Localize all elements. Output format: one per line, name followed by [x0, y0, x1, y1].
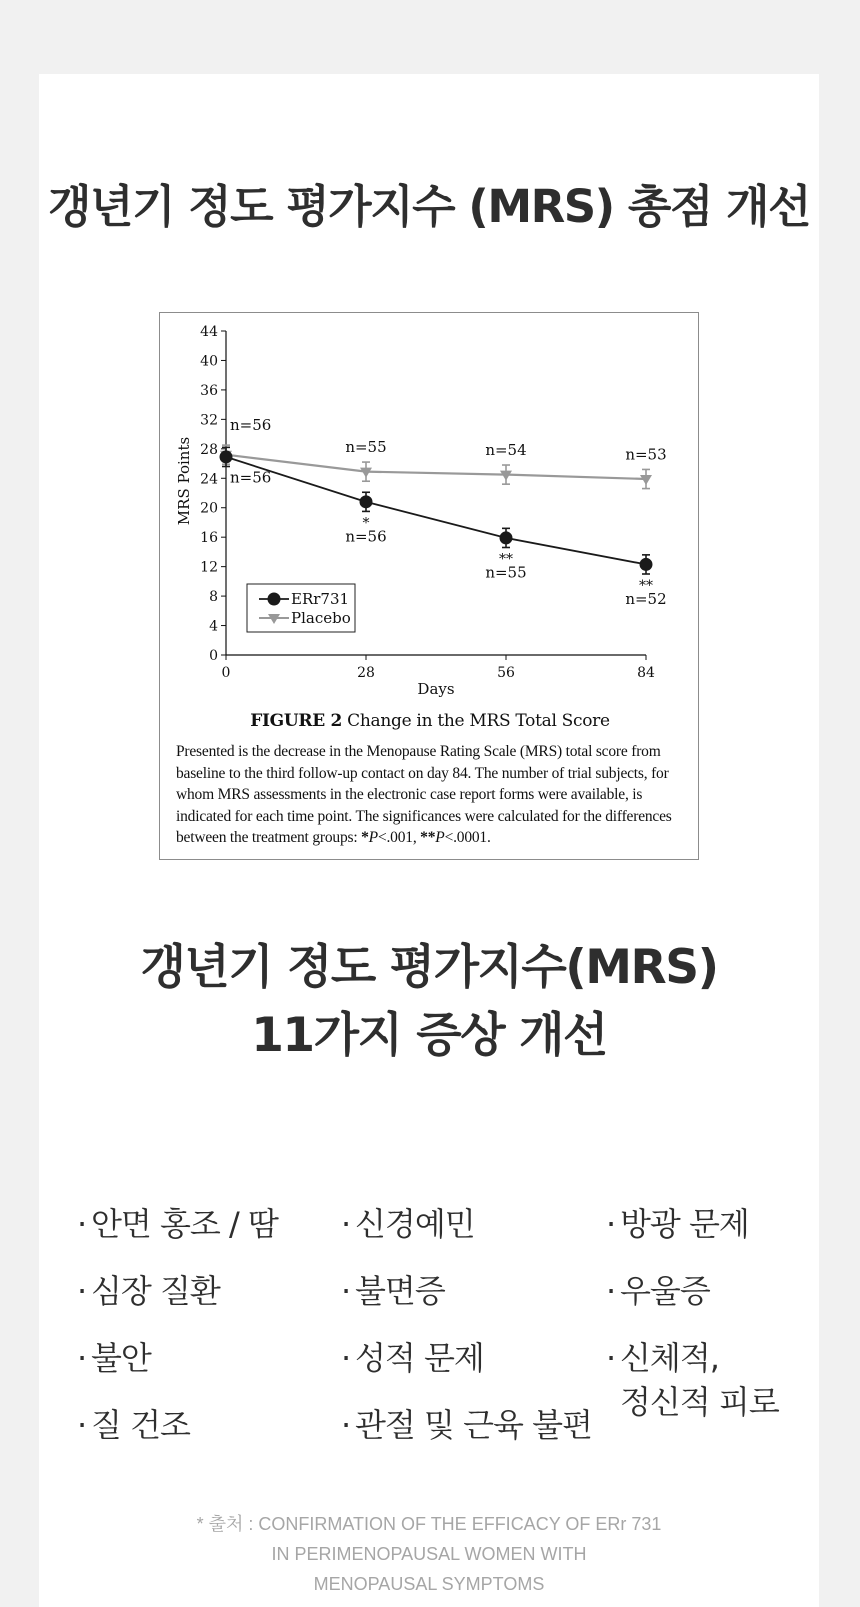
y-tick-label: 16 — [200, 530, 218, 547]
bullet: · — [77, 1205, 87, 1243]
err731-n-label: n=56 — [345, 527, 387, 546]
source-line1: * 출처 : CONFIRMATION OF THE EFFICACY OF ERr 731 — [196, 1514, 662, 1534]
y-tick-label: 4 — [209, 618, 218, 635]
symptom-label: 신체적, — [620, 1339, 719, 1377]
caption-sig2-star: ** — [420, 829, 436, 846]
symptom-item — [341, 1403, 592, 1447]
err731-point — [360, 495, 373, 508]
bullet: · — [341, 1406, 351, 1444]
figure-caption — [176, 741, 688, 849]
y-tick-label: 12 — [200, 559, 218, 576]
source-line3: MENOPAUSAL SYMPTOMS — [313, 1574, 545, 1594]
x-axis-label: Days — [417, 680, 455, 698]
caption-sig2-p: P — [435, 829, 445, 846]
mrs-total-title: 갱년기 정도 평가지수 (MRS) 총점 개선 — [48, 180, 810, 233]
figure-title-text: Change in the MRS Total Score — [347, 711, 610, 731]
y-tick-label: 28 — [200, 441, 218, 458]
symptom-label: 신경예민 — [355, 1205, 475, 1243]
err731-significance-mark: ** — [639, 578, 653, 594]
source-line2: IN PERIMENOPAUSAL WOMEN WITH — [271, 1544, 587, 1564]
source-citation — [39, 1509, 819, 1599]
symptom-item — [341, 1336, 484, 1380]
caption-main: Presented is the decrease in the Menopause Rating Scale (MRS) total score from baseline to the third follow-up contact on day 84. The number of trial subjects, for whom MRS assessments in the electronic case report forms were available, is indicated for each time point. The significances were calculated for the differences between the treatment groups: — [176, 743, 672, 846]
err731-point — [220, 450, 233, 463]
err731-n-label: n=55 — [485, 563, 527, 582]
y-tick-label: 0 — [209, 648, 218, 664]
bullet: · — [606, 1205, 616, 1243]
placebo-n-label: n=55 — [345, 438, 387, 457]
caption-sig1-star: * — [361, 829, 369, 846]
legend-placebo-label: Placebo — [291, 609, 351, 627]
placebo-series-line — [226, 455, 646, 479]
y-axis-label: MRS Points — [175, 436, 193, 526]
symptom-item — [77, 1403, 190, 1447]
err731-significance-mark: * — [362, 515, 370, 532]
y-tick-label: 8 — [209, 589, 218, 606]
caption-sig1-val: <.001, — [377, 829, 421, 846]
x-tick-label: 28 — [357, 665, 375, 681]
y-tick-label: 24 — [200, 471, 218, 488]
symptom-item — [341, 1202, 475, 1246]
placebo-n-label: n=56 — [230, 416, 272, 435]
bullet: · — [606, 1272, 616, 1310]
y-tick-label: 36 — [200, 382, 218, 399]
symptom-item — [606, 1202, 749, 1246]
symptom-label: 질 건조 — [91, 1406, 190, 1444]
symptoms-title — [39, 934, 819, 1070]
x-tick-label: 56 — [497, 665, 515, 681]
placebo-n-label: n=54 — [485, 441, 527, 460]
symptom-item — [77, 1269, 220, 1313]
content-card — [39, 74, 819, 1607]
symptom-label: 우울증 — [620, 1272, 710, 1310]
legend-err731-marker — [268, 593, 281, 606]
figure-label: FIGURE 2 — [250, 711, 343, 731]
err731-point — [640, 558, 653, 571]
symptom-label: 방광 문제 — [620, 1205, 749, 1243]
err731-point — [500, 531, 513, 544]
legend-err731-label: ERr731 — [291, 590, 350, 608]
mrs-line-chart — [160, 313, 700, 713]
symptom-item — [606, 1269, 710, 1313]
symptom-label: 안면 홍조 / 땀 — [91, 1205, 278, 1243]
bullet: · — [77, 1339, 87, 1377]
symptom-label: 심장 질환 — [91, 1272, 220, 1310]
err731-n-label: n=52 — [625, 590, 667, 608]
err731-n-label: n=56 — [230, 468, 272, 487]
bullet: · — [77, 1406, 87, 1444]
symptom-label: 성적 문제 — [355, 1339, 484, 1377]
x-tick-label: 84 — [637, 665, 655, 681]
symptom-item — [77, 1202, 278, 1246]
y-tick-label: 32 — [200, 412, 218, 429]
symptom-label: 불면증 — [355, 1272, 445, 1310]
symptom-label: 불안 — [91, 1339, 151, 1377]
x-tick-label: 0 — [221, 665, 231, 681]
placebo-point — [640, 475, 652, 485]
bullet: · — [341, 1205, 351, 1243]
symptom-item — [606, 1336, 779, 1424]
placebo-n-label: n=53 — [625, 445, 667, 464]
symptom-item — [341, 1269, 445, 1313]
symptom-label-line2: 정신적 피로 — [620, 1383, 779, 1421]
err731-significance-mark: ** — [499, 551, 513, 568]
symptom-label: 관절 및 근육 불편 — [355, 1406, 592, 1444]
bullet: · — [341, 1272, 351, 1310]
caption-sig1-p: P — [368, 829, 378, 846]
mrs-figure — [159, 312, 699, 860]
bullet: · — [341, 1339, 351, 1377]
symptom-item — [77, 1336, 151, 1380]
bullet: · — [606, 1339, 616, 1377]
figure-title — [160, 711, 700, 731]
y-tick-label: 44 — [200, 324, 218, 340]
y-tick-label: 20 — [200, 500, 218, 517]
bullet: · — [77, 1272, 87, 1310]
symptoms-title-line1: 갱년기 정도 평가지수(MRS) — [140, 940, 718, 995]
y-tick-label: 40 — [200, 353, 218, 370]
symptoms-title-line2: 11가지 증상 개선 — [251, 1008, 607, 1063]
caption-sig2-val: <.0001. — [444, 829, 491, 846]
